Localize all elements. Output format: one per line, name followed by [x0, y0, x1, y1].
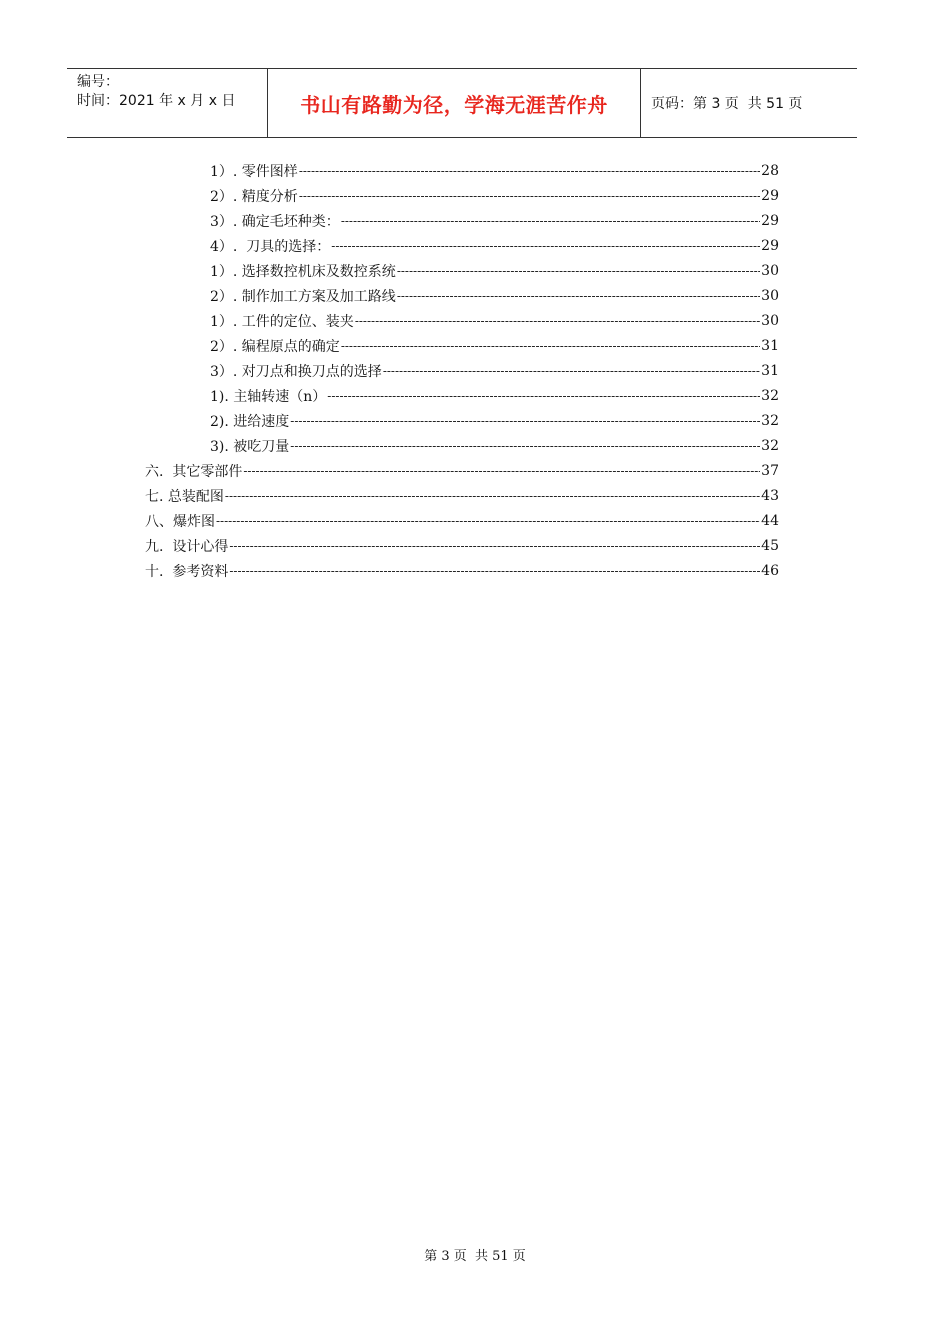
- toc-entry-label: 3）. 对刀点和换刀点的选择: [210, 363, 382, 380]
- toc-entry-page: 30: [761, 312, 779, 329]
- toc-entry-label: 六. 其它零部件: [145, 463, 243, 480]
- toc-entry-page: 31: [761, 337, 779, 354]
- toc-leader: [355, 314, 760, 328]
- toc-entry[interactable]: [210, 358, 779, 383]
- toc-entry-label: 2）. 编程原点的确定: [210, 338, 340, 355]
- header-meta-cell: [67, 69, 268, 137]
- page-header: [67, 68, 857, 138]
- toc-entry-label: 1）. 零件图样: [210, 163, 298, 180]
- toc-entry[interactable]: [145, 458, 779, 483]
- toc-leader: [327, 389, 760, 403]
- toc-leader: [331, 239, 760, 253]
- toc-leader: [397, 264, 760, 278]
- toc-leader: [383, 364, 760, 378]
- toc-entry-page: 32: [761, 437, 779, 454]
- toc-entry-label: 八、爆炸图: [145, 513, 215, 530]
- toc-entry[interactable]: [145, 483, 779, 508]
- toc-entry-page: 46: [761, 562, 779, 579]
- page-footer: 第 3 页 共 51 页: [424, 1249, 526, 1264]
- toc-entry[interactable]: [210, 183, 779, 208]
- toc-entry-page: 30: [761, 262, 779, 279]
- header-motto-cell: [268, 69, 641, 137]
- toc-leader: [299, 189, 760, 203]
- toc-entry-page: 43: [761, 487, 779, 504]
- toc-entry-page: 32: [761, 412, 779, 429]
- toc-entry-label: 3）. 确定毛坯种类：: [210, 213, 340, 230]
- toc-entry-label: 4）. 刀具的选择：: [210, 238, 331, 255]
- toc-entry[interactable]: [145, 558, 779, 583]
- toc-entry[interactable]: [210, 408, 779, 433]
- toc-entry-page: 44: [761, 512, 779, 529]
- toc-entry-page: 29: [761, 237, 779, 254]
- toc-entry-label: 2）. 制作加工方案及加工路线: [210, 288, 396, 305]
- toc-entry[interactable]: [210, 283, 779, 308]
- toc-entry-label: 1）. 工件的定位、装夹: [210, 313, 354, 330]
- toc-leader: [341, 339, 760, 353]
- toc-entry-label: 十. 参考资料: [145, 563, 229, 580]
- toc-entry[interactable]: [210, 433, 779, 458]
- toc-leader: [229, 539, 760, 553]
- toc-entry[interactable]: [210, 158, 779, 183]
- toc-entry[interactable]: [210, 233, 779, 258]
- toc-entry-page: 28: [761, 162, 779, 179]
- toc-entry-page: 29: [761, 187, 779, 204]
- toc-entry-page: 45: [761, 537, 779, 554]
- toc-entry-page: 37: [761, 462, 779, 479]
- toc-leader: [290, 414, 760, 428]
- toc-entry-label: 七. 总装配图: [145, 488, 224, 505]
- motto-text: 书山有路勤为径，学海无涯苦作舟: [300, 92, 608, 117]
- toc-entry-page: 29: [761, 212, 779, 229]
- toc-leader: [397, 289, 760, 303]
- toc-entry-label: 九. 设计心得: [145, 538, 229, 555]
- toc-entry-label: 2). 进给速度: [210, 413, 290, 430]
- toc-leader: [216, 514, 760, 528]
- toc-leader: [225, 489, 760, 503]
- number-label: 编号：: [77, 74, 119, 90]
- toc-entry[interactable]: [210, 333, 779, 358]
- toc-entry-page: 30: [761, 287, 779, 304]
- toc-leader: [229, 564, 760, 578]
- toc-entry[interactable]: [210, 208, 779, 233]
- toc-entry[interactable]: [210, 258, 779, 283]
- header-page-cell: [641, 69, 857, 137]
- toc-entry-label: 3). 被吃刀量: [210, 438, 290, 455]
- toc-entry[interactable]: [210, 308, 779, 333]
- time-label: 时间：2021 年 x 月 x 日: [77, 93, 236, 109]
- toc-entry-label: 2）. 精度分析: [210, 188, 298, 205]
- toc-entry-label: 1）. 选择数控机床及数控系统: [210, 263, 396, 280]
- toc-leader: [341, 214, 760, 228]
- toc-entry[interactable]: [145, 533, 779, 558]
- toc-entry[interactable]: [210, 383, 779, 408]
- toc-leader: [290, 439, 760, 453]
- header-page-info: 页码：第 3 页 共 51 页: [651, 96, 803, 112]
- toc-entry-page: 31: [761, 362, 779, 379]
- toc-leader: [243, 464, 760, 478]
- toc-entry-label: 1). 主轴转速（n）: [210, 388, 327, 405]
- toc-entry[interactable]: [145, 508, 779, 533]
- toc-leader: [299, 164, 760, 178]
- toc-entry-page: 32: [761, 387, 779, 404]
